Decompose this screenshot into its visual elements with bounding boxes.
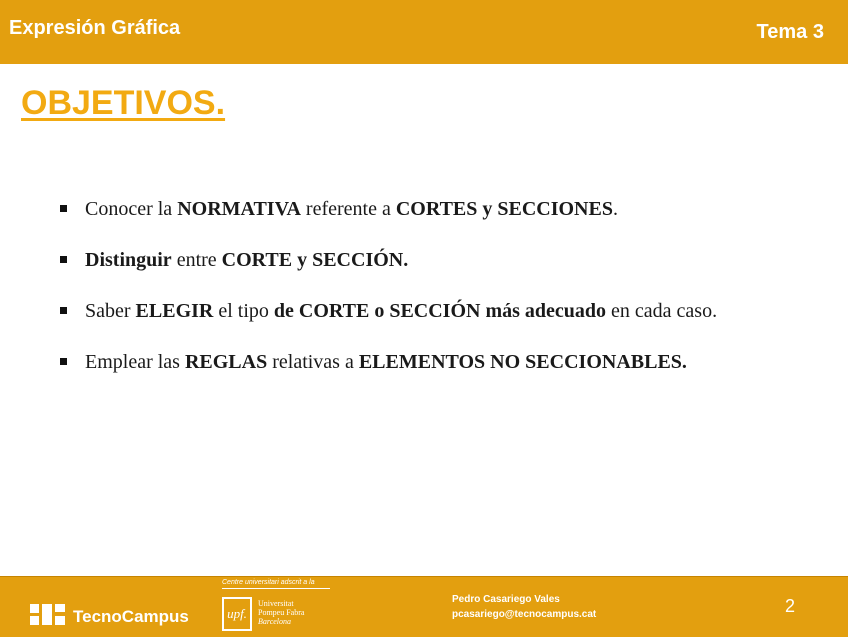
upf-caption: Centre universitari adscrit a la bbox=[222, 579, 330, 589]
bullet-icon bbox=[60, 205, 67, 212]
author-info bbox=[452, 592, 596, 622]
upf-name-line: Universitat bbox=[258, 599, 294, 608]
slide-title: OBJETIVOS. bbox=[21, 84, 226, 122]
objective-item bbox=[60, 297, 830, 348]
objective-item bbox=[60, 195, 830, 246]
objective-item bbox=[60, 246, 830, 297]
bullet-icon bbox=[60, 358, 67, 365]
author-email: pcasariego@tecnocampus.cat bbox=[452, 609, 597, 620]
objective-emphasis: CORTES y SECCIONES bbox=[395, 198, 613, 220]
bullet-icon bbox=[60, 256, 67, 263]
objective-text: referente a bbox=[300, 198, 396, 220]
page-number: 2 bbox=[785, 596, 796, 616]
topic-label: Tema 3 bbox=[756, 21, 824, 43]
objective-text: entre bbox=[171, 249, 222, 271]
upf-name-line: Barcelona bbox=[258, 617, 292, 626]
objective-text: Emplear las bbox=[85, 351, 185, 373]
objectives-list bbox=[60, 195, 830, 399]
objective-text: relativas a bbox=[267, 351, 359, 373]
objective-emphasis: NORMATIVA bbox=[177, 198, 301, 220]
header-bar bbox=[0, 0, 848, 64]
objective-text: en cada caso. bbox=[606, 300, 718, 322]
objective-text: el tipo bbox=[213, 300, 274, 322]
upf-mark: upf. bbox=[222, 597, 252, 631]
objective-emphasis: Distinguir bbox=[85, 249, 172, 271]
author-name: Pedro Casariego Vales bbox=[452, 594, 560, 605]
course-subject: Expresión Gráfica bbox=[9, 17, 181, 39]
objective-text: Conocer la bbox=[85, 198, 178, 220]
objective-emphasis: ELEGIR bbox=[135, 300, 214, 322]
objective-emphasis: CORTE y SECCIÓN. bbox=[221, 249, 409, 271]
upf-name-line: Pompeu Fabra bbox=[258, 608, 305, 617]
objective-text: . bbox=[612, 198, 618, 220]
objective-emphasis: ELEMENTOS NO SECCIONABLES. bbox=[358, 351, 687, 373]
tecnocampus-logo-text: TecnoCampus bbox=[73, 607, 189, 626]
upf-name bbox=[258, 599, 304, 626]
objective-item bbox=[60, 348, 830, 399]
objective-text: Saber bbox=[85, 300, 136, 322]
bullet-icon bbox=[60, 307, 67, 314]
objective-emphasis: REGLAS bbox=[184, 351, 268, 373]
tecnocampus-mark-icon bbox=[30, 603, 68, 627]
footer-bar bbox=[0, 576, 848, 637]
objective-emphasis: de CORTE o SECCIÓN más adecuado bbox=[273, 300, 607, 322]
